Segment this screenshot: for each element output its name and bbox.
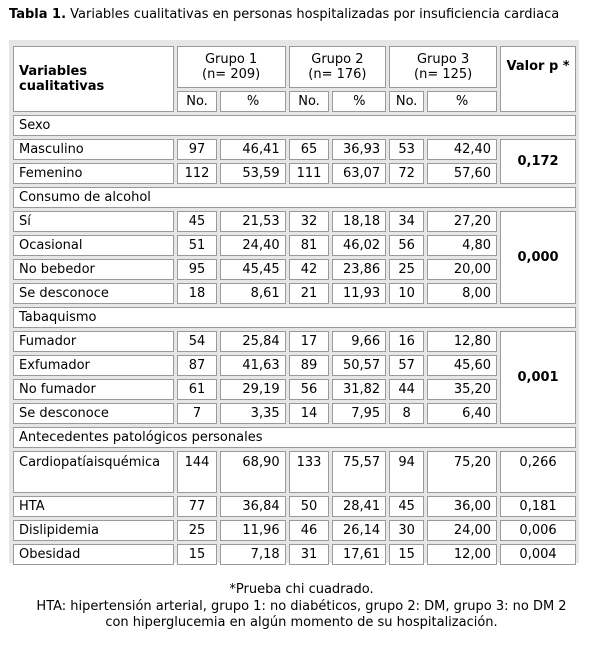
header-row [13,46,576,88]
table-caption-label: Tabla 1. [9,7,67,22]
header-group-2-name: Grupo 2 [311,52,364,67]
g3-count: 10 [389,283,424,304]
table-row [13,544,576,565]
row-label: Sí [13,211,174,232]
g2-count: 31 [289,544,330,565]
table-row [13,139,576,160]
section-row [13,187,576,208]
g3-percent: 12,80 [427,331,497,352]
footnote-line: con hiperglucemia en algún momento de su hospitalización. [105,615,498,630]
table-row [13,355,576,376]
section-row [13,115,576,136]
g3-count: 56 [389,235,424,256]
g2-percent: 7,95 [332,403,386,424]
g3-count: 94 [389,451,424,493]
g1-count: 87 [177,355,218,376]
g2-count: 81 [289,235,330,256]
g2-count: 21 [289,283,330,304]
g3-count: 16 [389,331,424,352]
header-valor-p: Valor p * [500,46,576,112]
p-value: 0,266 [500,451,576,493]
g2-percent: 50,57 [332,355,386,376]
g3-count: 8 [389,403,424,424]
row-label: Dislipidemia [13,520,174,541]
g1-percent: 29,19 [220,379,285,400]
p-value: 0,181 [500,496,576,517]
g3-percent: 36,00 [427,496,497,517]
g1-count: 18 [177,283,218,304]
section-title: Antecedentes patológicos personales [13,427,576,448]
g3-percent: 4,80 [427,235,497,256]
g1-percent: 36,84 [220,496,285,517]
g3-count: 72 [389,163,424,184]
g2-percent: 18,18 [332,211,386,232]
g2-percent: 36,93 [332,139,386,160]
g2-count: 14 [289,403,330,424]
table-row [13,211,576,232]
header-group-1-n: (n= 209) [202,67,261,82]
g2-count: 32 [289,211,330,232]
g3-count: 45 [389,496,424,517]
g1-count: 77 [177,496,218,517]
table-row [13,259,576,280]
g1-percent: 21,53 [220,211,285,232]
g1-count: 25 [177,520,218,541]
row-label: No bebedor [13,259,174,280]
g1-percent: 8,61 [220,283,285,304]
row-label: No fumador [13,379,174,400]
g1-percent: 68,90 [220,451,285,493]
g3-percent: 42,40 [427,139,497,160]
section-title: Consumo de alcohol [13,187,576,208]
g3-count: 30 [389,520,424,541]
g2-percent: 26,14 [332,520,386,541]
g3-percent: 6,40 [427,403,497,424]
g1-percent: 3,35 [220,403,285,424]
g2-count: 111 [289,163,330,184]
g1-count: 95 [177,259,218,280]
header-group-3-n: (n= 125) [414,67,473,82]
g3-percent: 57,60 [427,163,497,184]
g1-percent: 24,40 [220,235,285,256]
header-group-1-name: Grupo 1 [204,52,258,67]
row-label: Ocasional [13,235,174,256]
g2-percent: 28,41 [332,496,386,517]
header-group-2 [289,46,387,88]
section-title: Sexo [13,115,576,136]
g1-count: 61 [177,379,218,400]
subheader-pct: % [332,91,386,112]
g1-percent: 25,84 [220,331,285,352]
p-value: 0,006 [500,520,576,541]
table-row [13,520,576,541]
g2-count: 46 [289,520,330,541]
table-row [13,163,576,184]
header-group-3 [389,46,497,88]
row-label: Fumador [13,331,174,352]
row-label: HTA [13,496,174,517]
g3-percent: 8,00 [427,283,497,304]
row-label: Exfumador [13,355,174,376]
g1-percent: 7,18 [220,544,285,565]
table-caption-text: Variables cualitativas en personas hospitalizadas por insuficiencia cardiaca [70,7,560,22]
row-label: Se desconoce [13,283,174,304]
g1-count: 97 [177,139,218,160]
table-row [13,379,576,400]
subheader-no: No. [389,91,424,112]
header-group-3-name: Grupo 3 [416,52,470,67]
table-frame [9,40,579,563]
g3-percent: 35,20 [427,379,497,400]
g1-count: 51 [177,235,218,256]
g2-percent: 9,66 [332,331,386,352]
header-variables: Variables cualitativas [13,46,174,112]
g2-percent: 75,57 [332,451,386,493]
footnote-line: *Prueba chi cuadrado. [229,582,374,597]
g1-count: 112 [177,163,218,184]
g3-percent: 75,20 [427,451,497,493]
row-label: Femenino [13,163,174,184]
table-footnotes [0,582,603,632]
g2-percent: 17,61 [332,544,386,565]
row-label: Masculino [13,139,174,160]
g2-percent: 46,02 [332,235,386,256]
g3-percent: 12,00 [427,544,497,565]
data-table [10,43,579,568]
table-row [13,451,576,493]
g1-percent: 11,96 [220,520,285,541]
g1-count: 144 [177,451,218,493]
g1-count: 15 [177,544,218,565]
g3-percent: 27,20 [427,211,497,232]
section-row [13,427,576,448]
g2-percent: 23,86 [332,259,386,280]
g3-percent: 45,60 [427,355,497,376]
subheader-no: No. [177,91,218,112]
g3-count: 44 [389,379,424,400]
g2-count: 89 [289,355,330,376]
g3-count: 34 [389,211,424,232]
subheader-pct: % [220,91,285,112]
g3-count: 15 [389,544,424,565]
subheader-no: No. [289,91,330,112]
g2-percent: 11,93 [332,283,386,304]
table-row [13,496,576,517]
subheader-pct: % [427,91,497,112]
g3-count: 57 [389,355,424,376]
table-row [13,283,576,304]
table-row [13,235,576,256]
p-value: 0,004 [500,544,576,565]
header-group-1 [177,46,286,88]
g1-percent: 53,59 [220,163,285,184]
row-label: Cardiopatíaisquémica [13,451,174,493]
p-value: 0,000 [500,211,576,304]
row-label: Obesidad [13,544,174,565]
footnote-line: HTA: hipertensión arterial, grupo 1: no diabéticos, grupo 2: DM, grupo 3: no DM 2 [36,598,567,614]
g2-count: 17 [289,331,330,352]
g1-percent: 41,63 [220,355,285,376]
p-value: 0,172 [500,139,576,184]
g2-count: 42 [289,259,330,280]
header-group-2-n: (n= 176) [308,67,367,82]
g2-count: 50 [289,496,330,517]
g2-count: 56 [289,379,330,400]
g3-percent: 20,00 [427,259,497,280]
g3-count: 25 [389,259,424,280]
table-caption [9,7,559,22]
g2-percent: 31,82 [332,379,386,400]
section-title: Tabaquismo [13,307,576,328]
g2-count: 65 [289,139,330,160]
section-row [13,307,576,328]
p-value: 0,001 [500,331,576,424]
g1-count: 54 [177,331,218,352]
g2-count: 133 [289,451,330,493]
g1-percent: 46,41 [220,139,285,160]
g3-percent: 24,00 [427,520,497,541]
table-row [13,331,576,352]
g1-percent: 45,45 [220,259,285,280]
g1-count: 45 [177,211,218,232]
g2-percent: 63,07 [332,163,386,184]
table-row [13,403,576,424]
g1-count: 7 [177,403,218,424]
g3-count: 53 [389,139,424,160]
row-label: Se desconoce [13,403,174,424]
